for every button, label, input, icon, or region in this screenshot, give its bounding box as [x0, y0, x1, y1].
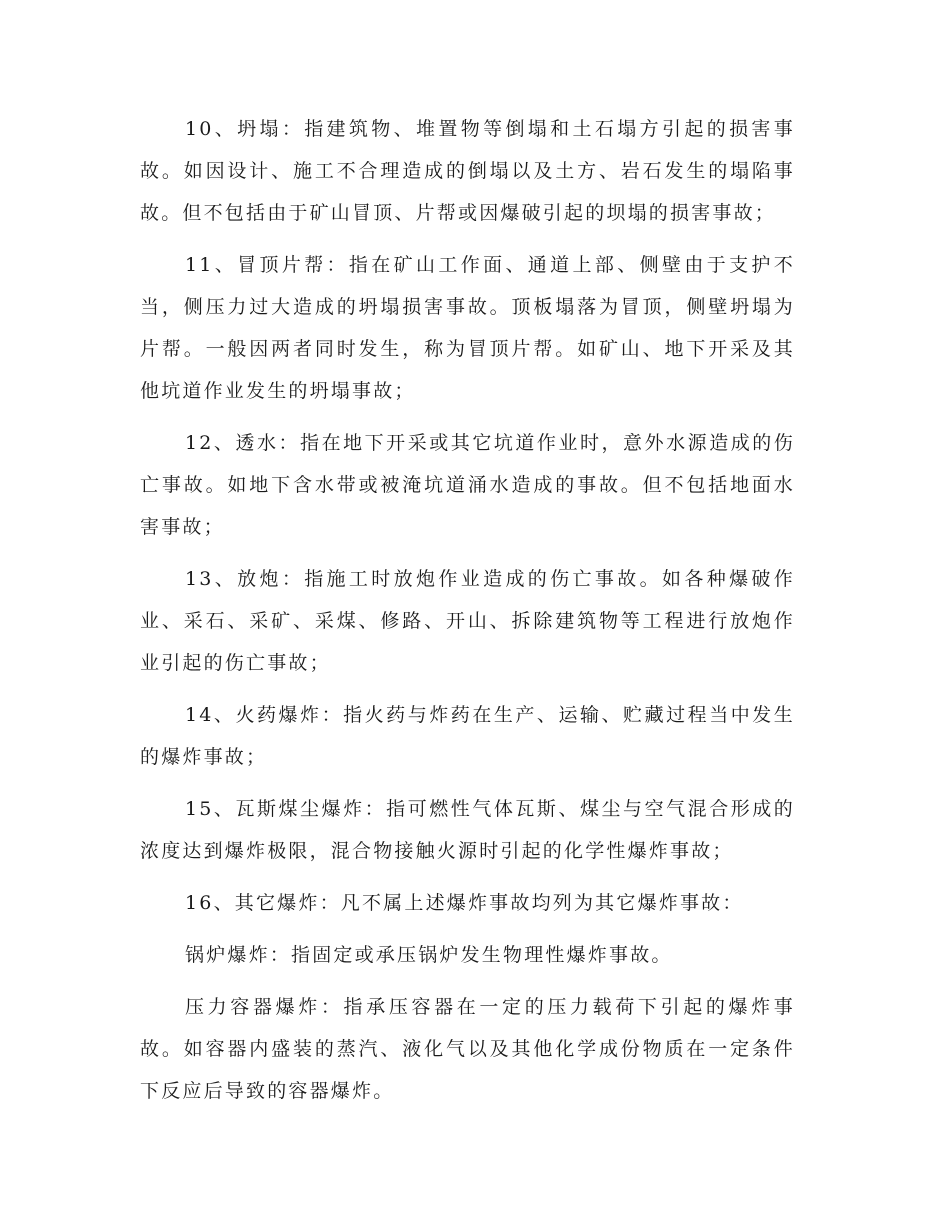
paragraph-pressure-vessel-explosion: 压力容器爆炸：指承压容器在一定的压力载荷下引起的爆炸事故。如容器内盛装的蒸汽、液化气以及其他化学成份物质在一定条件下反应后导致的容器爆炸。 — [140, 996, 795, 1102]
paragraph-other-explosion: 16、其它爆炸：凡不属上述爆炸事故均列为其它爆炸事故： — [185, 892, 744, 914]
paragraph-blasting: 13、放炮：指施工时放炮作业造成的伤亡事故。如各种爆破作业、采石、采矿、采煤、修路、开山、拆除建筑物等工程进行放炮作业引起的伤亡事故； — [140, 568, 795, 674]
paragraph-collapse: 10、坍塌：指建筑物、堆置物等倒塌和土石塌方引起的损害事故。如因设计、施工不合理造成的倒塌以及土方、岩石发生的塌陷事故。但不包括由于矿山冒顶、片帮或因爆破引起的坝塌的损害事故； — [140, 118, 795, 224]
paragraph-water-inrush: 12、透水：指在地下开采或其它坑道作业时，意外水源造成的伤亡事故。如地下含水带或被淹坑道涌水造成的事故。但不包括地面水害事故； — [140, 432, 795, 538]
paragraph-roof-fall: 11、冒顶片帮：指在矿山工作面、通道上部、侧壁由于支护不当，侧压力过大造成的坍塌损害事故。顶板塌落为冒顶，侧壁坍塌为片帮。一般因两者同时发生，称为冒顶片帮。如矿山、地下开采及其他坑道作业发生的坍塌事故； — [140, 254, 795, 402]
document-body — [140, 108, 795, 1112]
paragraph-boiler-explosion: 锅炉爆炸：指固定或承压锅炉发生物理性爆炸事故。 — [185, 944, 673, 966]
paragraph-gas-dust-explosion: 15、瓦斯煤尘爆炸：指可燃性气体瓦斯、煤尘与空气混合形成的浓度达到爆炸极限，混合物接触火源时引起的化学性爆炸事故； — [140, 798, 795, 862]
paragraph-explosive-explosion: 14、火药爆炸：指火药与炸药在生产、运输、贮藏过程当中发生的爆炸事故； — [140, 704, 795, 768]
